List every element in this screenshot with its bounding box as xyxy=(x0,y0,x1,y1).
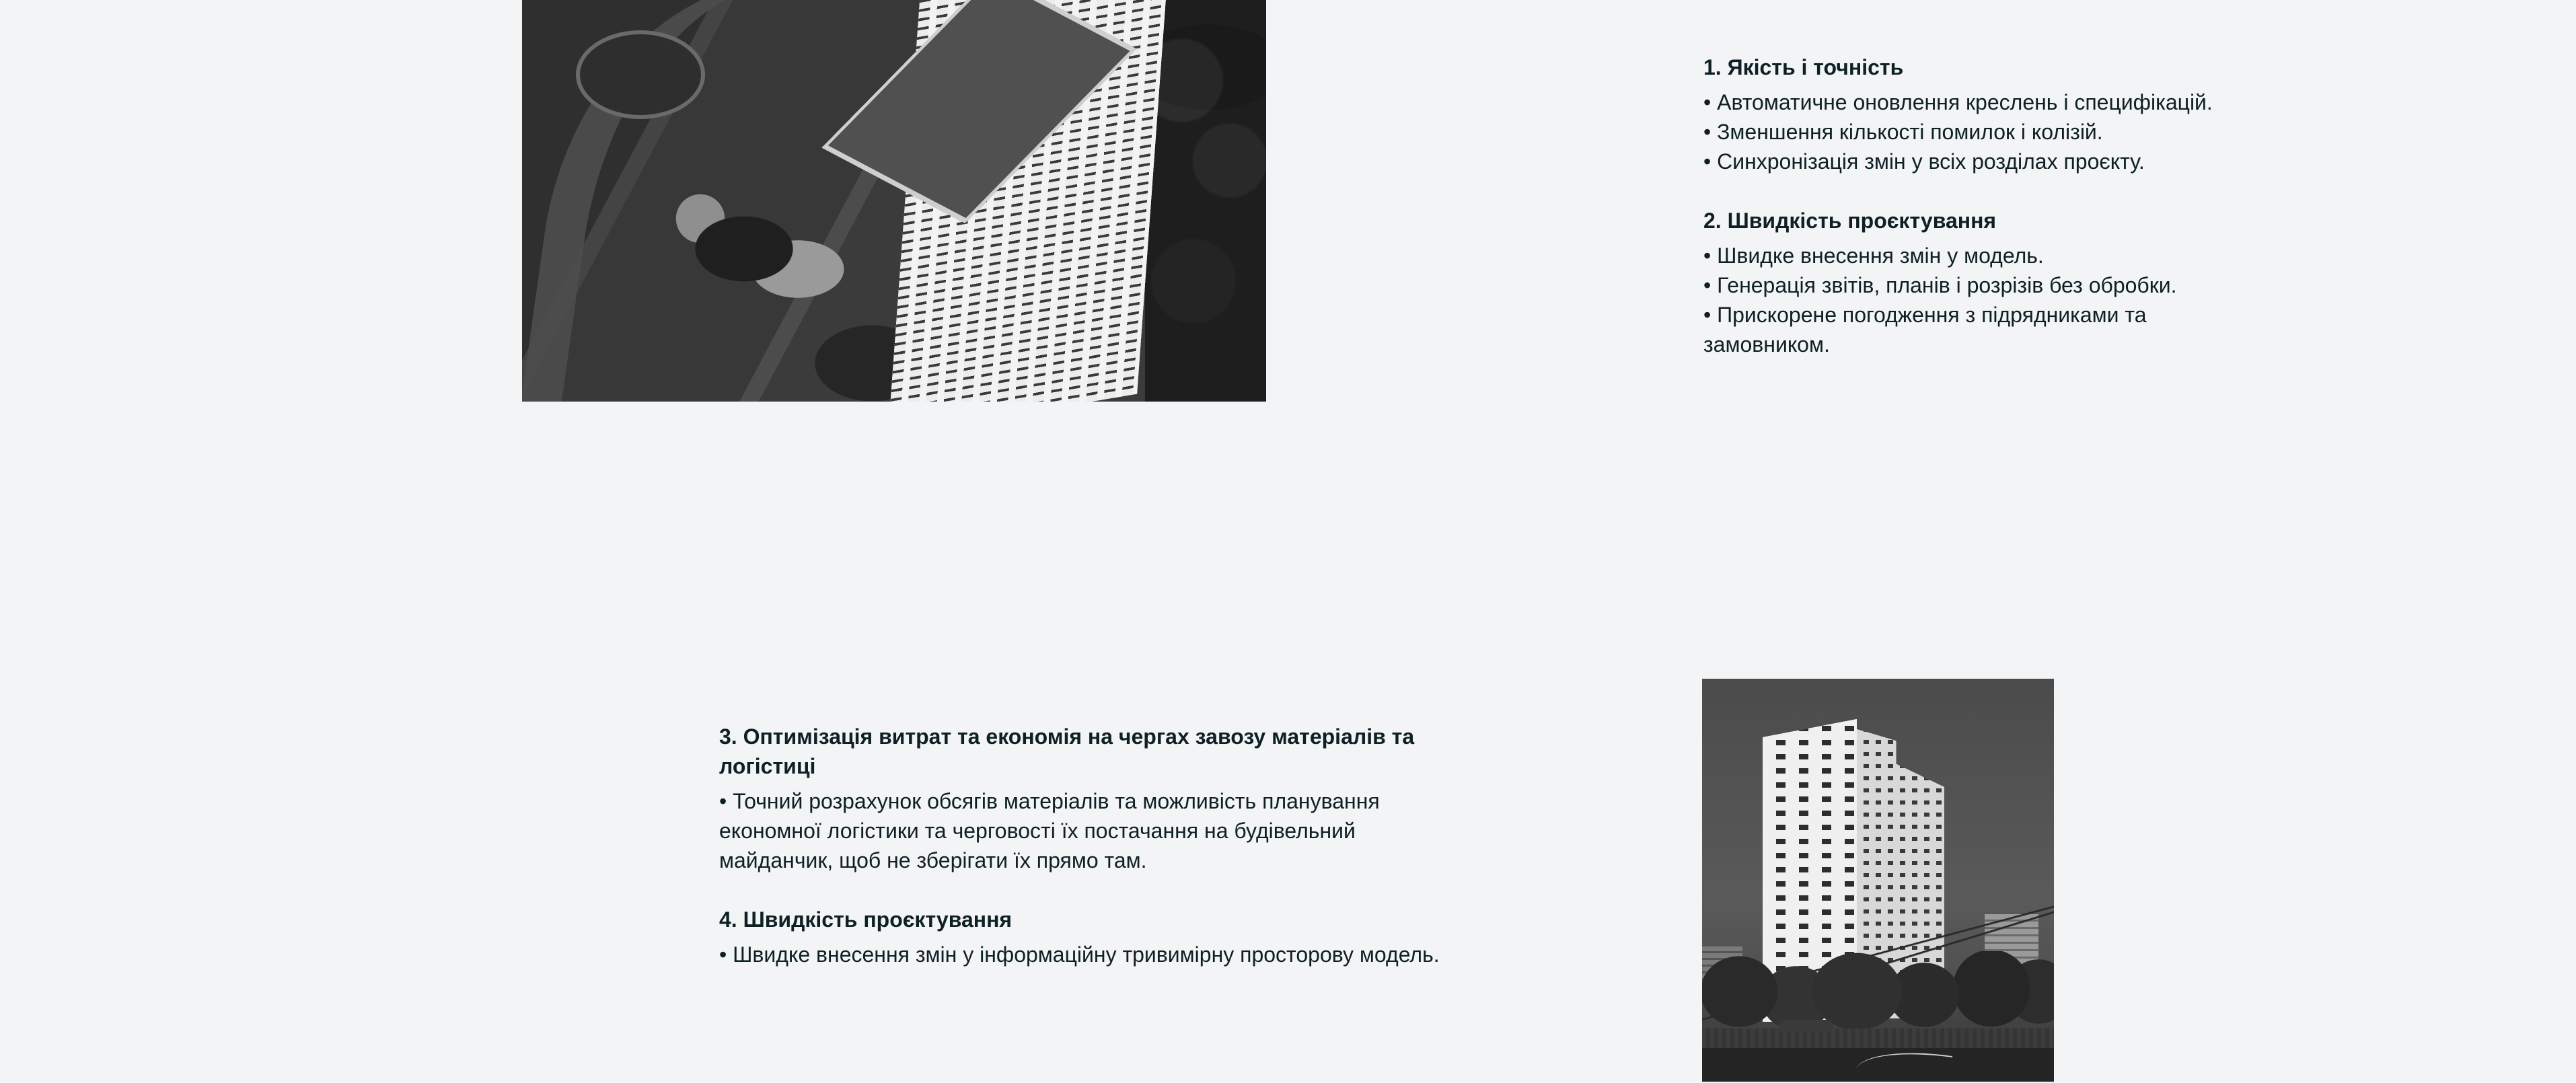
bullet-item: • Автоматичне оновлення креслень і специфікацій. xyxy=(1703,90,2213,114)
bullet-item: • Швидке внесення змін у модель. xyxy=(1703,244,2044,268)
aerial-render-image xyxy=(522,0,1266,402)
benefit-section-cost-optimization xyxy=(719,722,1449,875)
street-hedge xyxy=(1702,1029,2054,1049)
benefits-block-top xyxy=(1703,52,2248,359)
parked-car xyxy=(1779,1020,1833,1032)
benefit-section-quality xyxy=(1703,52,2248,176)
benefits-block-bottom xyxy=(719,722,1449,969)
section-heading: 1. Якість і точність xyxy=(1703,55,1904,79)
street-road xyxy=(1702,1048,2054,1082)
aerial-trees xyxy=(1145,0,1266,402)
section-heading: 3. Оптимізація витрат та економія на чергах завозу матеріалів та логістиці xyxy=(719,724,1415,778)
bullet-item: • Генерація звітів, планів і розрізів без обробки. xyxy=(1703,273,2177,297)
bullet-item: • Зменшення кількості помилок і колізій. xyxy=(1703,120,2103,144)
street-trees xyxy=(1702,951,2054,1032)
benefit-section-design-speed-2 xyxy=(719,905,1449,969)
section-heading: 4. Швидкість проєктування xyxy=(719,907,1013,932)
aerial-roundabout xyxy=(576,30,705,119)
section-heading: 2. Швидкість проєктування xyxy=(1703,209,1997,233)
bullet-item: • Прискорене погодження з підрядниками та замовником. xyxy=(1703,303,2147,357)
street-render-image xyxy=(1702,679,2054,1082)
bullet-item: • Швидке внесення змін у інформаційну тривимірну просторову модель. xyxy=(719,942,1440,967)
benefit-section-design-speed xyxy=(1703,206,2248,359)
bullet-item: • Синхронізація змін у всіх розділах проєкту. xyxy=(1703,149,2145,174)
bullet-item: • Точний розрахунок обсягів матеріалів та можливість планування економної логістики та черговості їх постачання на будівельний майданчик, щоб не зберігати їх прямо там. xyxy=(719,789,1380,872)
